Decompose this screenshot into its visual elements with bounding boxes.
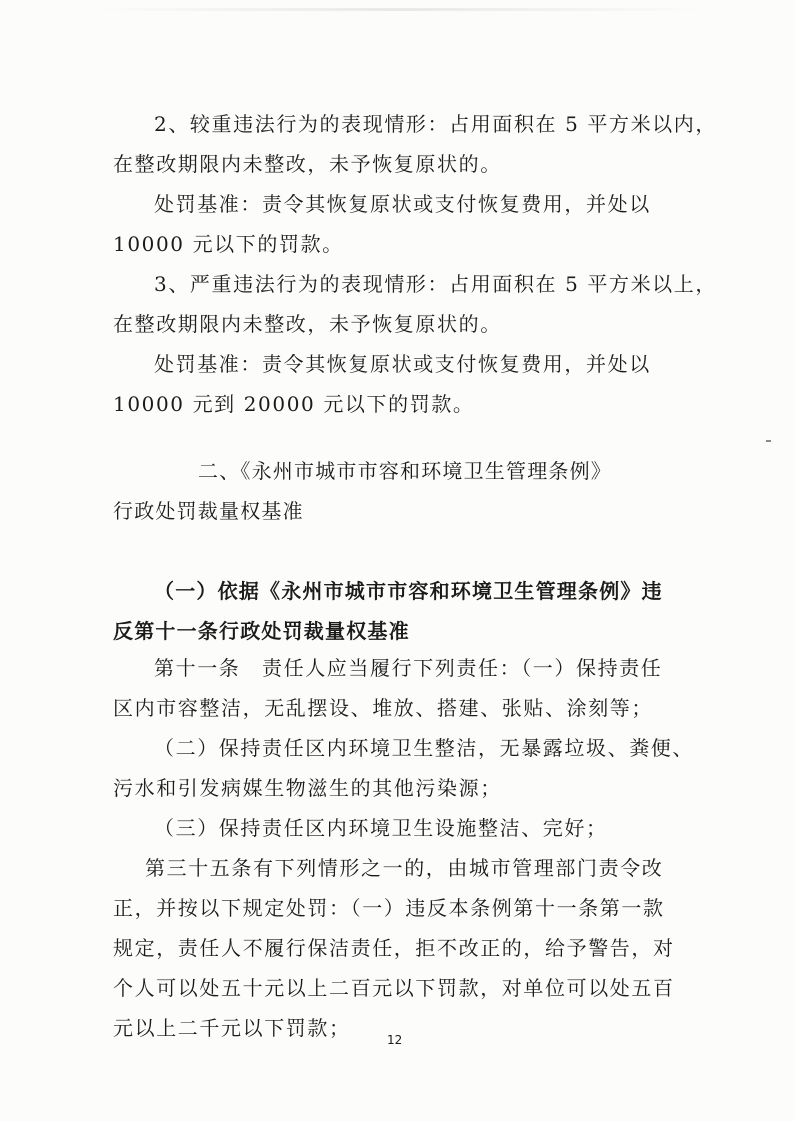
article-line-6: 第三十五条有下列情形之一的，由城市管理部门责令改: [145, 856, 664, 880]
article-line-1: 第十一条 责任人应当履行下列责任：（一）保持责任: [154, 656, 663, 680]
article-line-2: 区内市容整洁，无乱摆设、堆放、搭建、张贴、涂刻等；: [113, 696, 653, 720]
scan-speck-mark: [766, 440, 771, 442]
article-line-10: 元以上二千元以下罚款；: [113, 1016, 351, 1040]
paragraph-line-4: 10000 元以下的罚款。: [113, 232, 344, 256]
article-line-9: 个人可以处五十元以上二百元以下罚款，对单位可以处五百: [113, 976, 675, 1000]
paragraph-line-5: 3、严重违法行为的表现情形：占用面积在 5 平方米以上，: [154, 272, 717, 296]
article-line-3: （二）保持责任区内环境卫生整洁，无暴露垃圾、粪便、: [154, 736, 694, 760]
article-line-4: 污水和引发病媒生物滋生的其他污染源；: [113, 776, 502, 800]
article-line-5: （三）保持责任区内环境卫生设施整洁、完好；: [154, 816, 608, 840]
subsection-heading-line-2: 反第十一条行政处罚裁量权基准: [113, 619, 410, 643]
paragraph-line-3: 处罚基准：责令其恢复原状或支付恢复费用，并处以: [154, 192, 651, 216]
section-heading-line-1: 二、《永州市城市市容和环境卫生管理条例》: [198, 459, 612, 483]
subsection-heading-line-1: （一）依据《永州市城市市容和环境卫生管理条例》违: [154, 579, 663, 603]
article-line-7: 正，并按以下规定处罚：（一）违反本条例第十一条第一款: [113, 896, 665, 920]
page-number: 12: [387, 1033, 403, 1047]
paragraph-line-8: 10000 元到 20000 元以下的罚款。: [113, 392, 475, 416]
paragraph-line-7: 处罚基准：责令其恢复原状或支付恢复费用，并处以: [154, 352, 651, 376]
scan-edge-mark: [90, 8, 710, 11]
paragraph-line-1: 2、较重违法行为的表现情形：占用面积在 5 平方米以内，: [154, 112, 717, 136]
article-line-8: 规定，责任人不履行保洁责任，拒不改正的，给予警告，对: [113, 936, 675, 960]
section-heading-line-2: 行政处罚裁量权基准: [113, 499, 304, 523]
paragraph-line-6: 在整改期限内未整改，未予恢复原状的。: [113, 312, 502, 336]
paragraph-line-2: 在整改期限内未整改，未予恢复原状的。: [113, 152, 502, 176]
